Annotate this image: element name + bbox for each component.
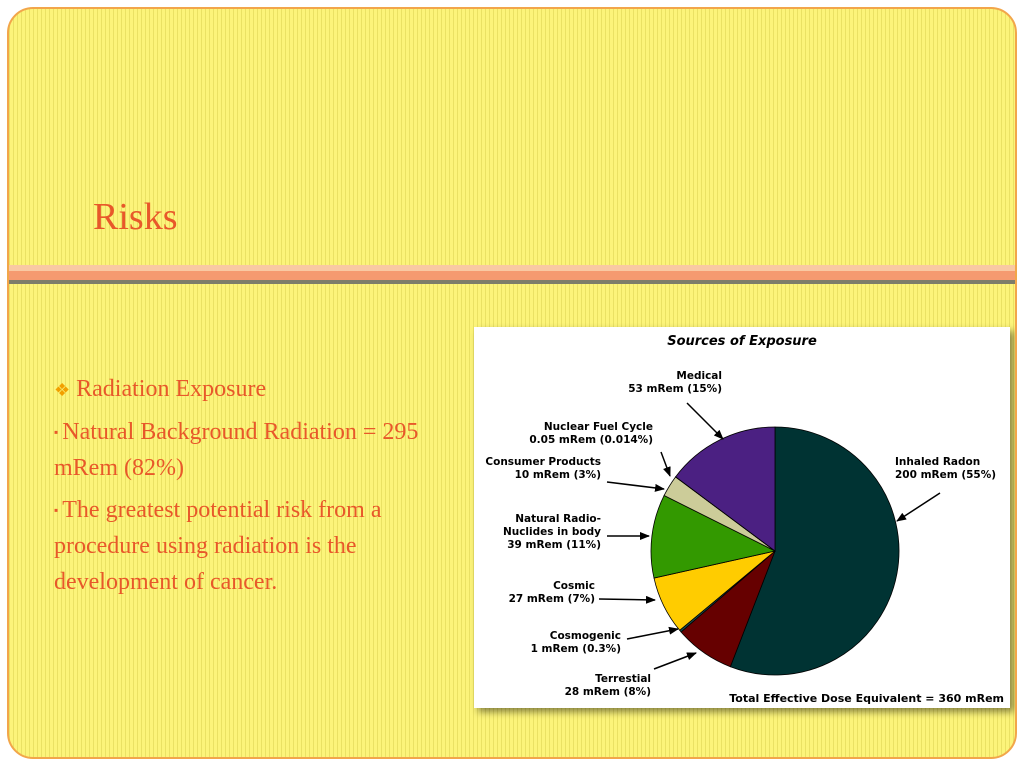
label-arrow <box>661 452 670 476</box>
slice-name: Cosmogenic <box>549 630 621 642</box>
slice-label <box>628 370 722 395</box>
slice-name: Natural Radio- <box>515 513 601 525</box>
bullet-item <box>54 414 454 486</box>
slice-value: 27 mRem (7%) <box>508 593 595 605</box>
diamond-bullet-icon: ❖ <box>54 380 71 400</box>
slice-name: Medical <box>676 370 722 382</box>
slice-name: Nuclides in body <box>502 526 601 538</box>
label-arrow <box>607 482 664 489</box>
label-arrow <box>897 493 940 521</box>
bullet-text: Radiation Exposure <box>76 376 267 402</box>
bullet-text: Natural Background Radiation = 295 mRem (82%) <box>54 419 419 481</box>
label-arrow <box>627 629 678 639</box>
pie-chart <box>474 327 1010 708</box>
divider-band <box>9 271 1017 280</box>
slice-name: Terrestial <box>595 673 651 685</box>
slide-title: Risks <box>93 196 178 238</box>
label-arrow <box>687 403 723 439</box>
slice-name: Cosmic <box>553 580 595 592</box>
slice-name: Nuclear Fuel Cycle <box>543 421 653 433</box>
square-bullet-icon: ▪ <box>54 425 59 439</box>
label-arrow <box>654 653 696 669</box>
slice-label <box>565 673 651 698</box>
slice-value: 10 mRem (3%) <box>514 469 601 481</box>
slice-label <box>895 456 996 481</box>
slice-value: 39 mRem (11%) <box>507 539 601 551</box>
bullet-item <box>54 371 454 408</box>
slice-value: 53 mRem (15%) <box>628 383 722 395</box>
slice-label <box>509 580 595 605</box>
slice-label <box>531 630 621 655</box>
square-bullet-icon: ▪ <box>54 503 59 517</box>
slice-value: 28 mRem (8%) <box>564 686 651 698</box>
slice-name: Consumer Products <box>485 456 601 468</box>
divider-band <box>9 280 1017 284</box>
slice-label <box>485 456 601 481</box>
slide <box>7 7 1017 759</box>
slice-value: 1 mRem (0.3%) <box>530 643 621 655</box>
bullet-text: The greatest potential risk from a procedure using radiation is the development of cancer. <box>54 497 382 595</box>
label-arrow <box>599 599 655 600</box>
bullet-item <box>54 492 454 600</box>
slice-value: 0.05 mRem (0.014%) <box>529 434 653 446</box>
chart-footer: Total Effective Dose Equivalent = 360 mRem <box>729 692 1004 705</box>
slice-value: 200 mRem (55%) <box>895 469 997 481</box>
slice-label <box>529 421 653 446</box>
pie-chart-svg <box>474 327 1010 708</box>
bullet-list <box>54 371 454 606</box>
slice-label <box>503 513 601 551</box>
chart-title: Sources of Exposure <box>667 334 817 349</box>
slice-name: Inhaled Radon <box>895 456 981 468</box>
